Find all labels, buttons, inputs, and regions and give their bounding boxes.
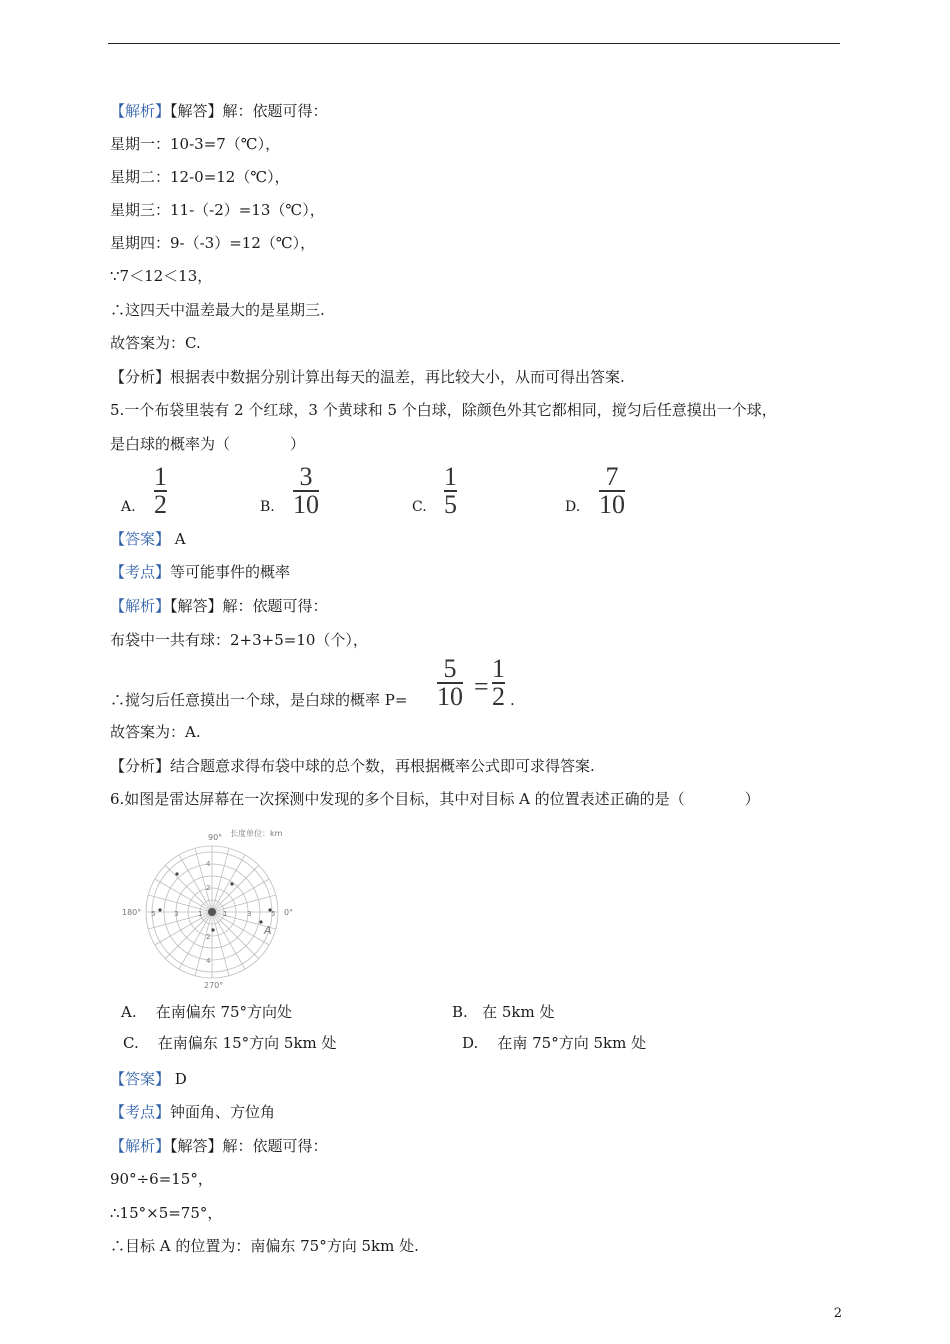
q5-option-a-fraction: 1 2 [154, 462, 167, 519]
q6-jiexi: 【解析】【解答】解：依题可得： [110, 1137, 328, 1155]
q4-fenxi: 【分析】根据表中数据分别计算出每天的温差，再比较大小，从而可得出答案. [110, 368, 625, 386]
radar-label-90: 90° [208, 833, 223, 842]
radar-tick: 4 [206, 860, 211, 868]
q5-stem-1: 5.一个布袋里装有 2 个红球，3 个黄球和 5 个白球，除颜色外其它都相同，搅匀后任意摸出一个球， [110, 401, 777, 419]
radar-tick: 2 [206, 933, 211, 941]
q5-stem-2: 是白球的概率为（ ） [110, 435, 306, 453]
q6-step-3: ∴目标 A 的位置为：南偏东 75°方向 5km 处. [110, 1237, 419, 1255]
q4-tue: 星期二：12-0=12（℃）， [110, 168, 290, 186]
radar-target [158, 908, 161, 911]
q4-mon: 星期一：10-3=7（℃）， [110, 135, 281, 153]
page-number: 2 [833, 1306, 842, 1321]
radar-label-0: 0° [284, 908, 294, 917]
header-rule [108, 43, 840, 44]
radar-tick: 3 [247, 910, 252, 918]
q6-step-1: 90°÷6=15°， [110, 1170, 213, 1188]
radar-target [175, 872, 178, 875]
q5-option-c-fraction: 1 5 [444, 462, 457, 519]
q5-total: 布袋中一共有球：2+3+5=10（个）， [110, 631, 368, 649]
radar-tick: 2 [206, 884, 211, 892]
q6-kaodian: 【考点】钟面角、方位角 [110, 1103, 276, 1121]
q5-option-d-letter: D. [565, 499, 581, 515]
q5-fenxi: 【分析】结合题意求得布袋中球的总个数，再根据概率公式即可求得答案. [110, 757, 595, 775]
q5-prob-end: . [510, 691, 515, 709]
q5-prob-fraction-2: 1 2 [492, 654, 505, 711]
radar-tick: 1 [198, 910, 203, 918]
q5-kaodian: 【考点】等可能事件的概率 [110, 563, 291, 581]
q5-prob-text: ∴搅匀后任意摸出一个球，是白球的概率 P= [110, 691, 408, 709]
q4-because: ∵7＜12＜13， [110, 267, 213, 285]
radar-center [208, 908, 216, 916]
radar-unit: 长度单位：km [230, 829, 283, 838]
q4-thu: 星期四：9-（-3）=12（℃）， [110, 234, 316, 252]
q5-prob-equals: = [474, 672, 489, 701]
q5-answer: 故答案为：A. [110, 723, 201, 741]
q5-option-b-fraction: 3 10 [293, 462, 319, 519]
q5-prob-fraction-1: 5 10 [437, 654, 463, 711]
radar-tick: 3 [174, 910, 179, 918]
q6-option-c: C. 在南偏东 15°方向 5km 处 [123, 1034, 337, 1052]
radar-tick: 4 [206, 957, 211, 965]
q6-stem: 6.如图是雷达屏幕在一次探测中发现的多个目标，其中对目标 A 的位置表述正确的是（ ） [110, 790, 760, 808]
radar-label-180: 180° [122, 908, 142, 917]
radar-tick: 1 [223, 910, 228, 918]
q6-option-a: A. 在南偏东 75°方向处 [121, 1003, 293, 1021]
radar-target [230, 882, 233, 885]
q5-jiexi: 【解析】【解答】解：依题可得： [110, 597, 328, 615]
q4-jiexi: 【解析】【解答】解：依题可得： [110, 102, 328, 120]
q5-answer-tag: 【答案】 A [110, 530, 186, 548]
q6-option-d: D. 在南 75°方向 5km 处 [462, 1034, 647, 1052]
radar-label-270: 270° [204, 981, 224, 990]
radar-tick: 5 [271, 910, 276, 918]
q4-answer: 故答案为：C. [110, 334, 201, 352]
q4-therefore: ∴这四天中温差最大的是星期三. [110, 301, 325, 319]
radar-label-a: A [264, 924, 272, 937]
q5-option-c-letter: C. [412, 499, 427, 515]
q6-option-b: B. 在 5km 处 [452, 1003, 555, 1021]
radar-tick: 5 [151, 910, 156, 918]
q5-option-b-letter: B. [260, 499, 275, 515]
radar-target [211, 928, 214, 931]
radar-target-a [259, 920, 262, 923]
q6-answer-tag: 【答案】 D [110, 1070, 187, 1088]
radar-diagram [120, 826, 320, 991]
q5-option-d-fraction: 7 10 [599, 462, 625, 519]
q6-step-2: ∴15°×5=75°， [110, 1204, 223, 1222]
q5-option-a-letter: A. [121, 499, 136, 515]
q4-wed: 星期三：11-（-2）=13（℃）， [110, 201, 325, 219]
